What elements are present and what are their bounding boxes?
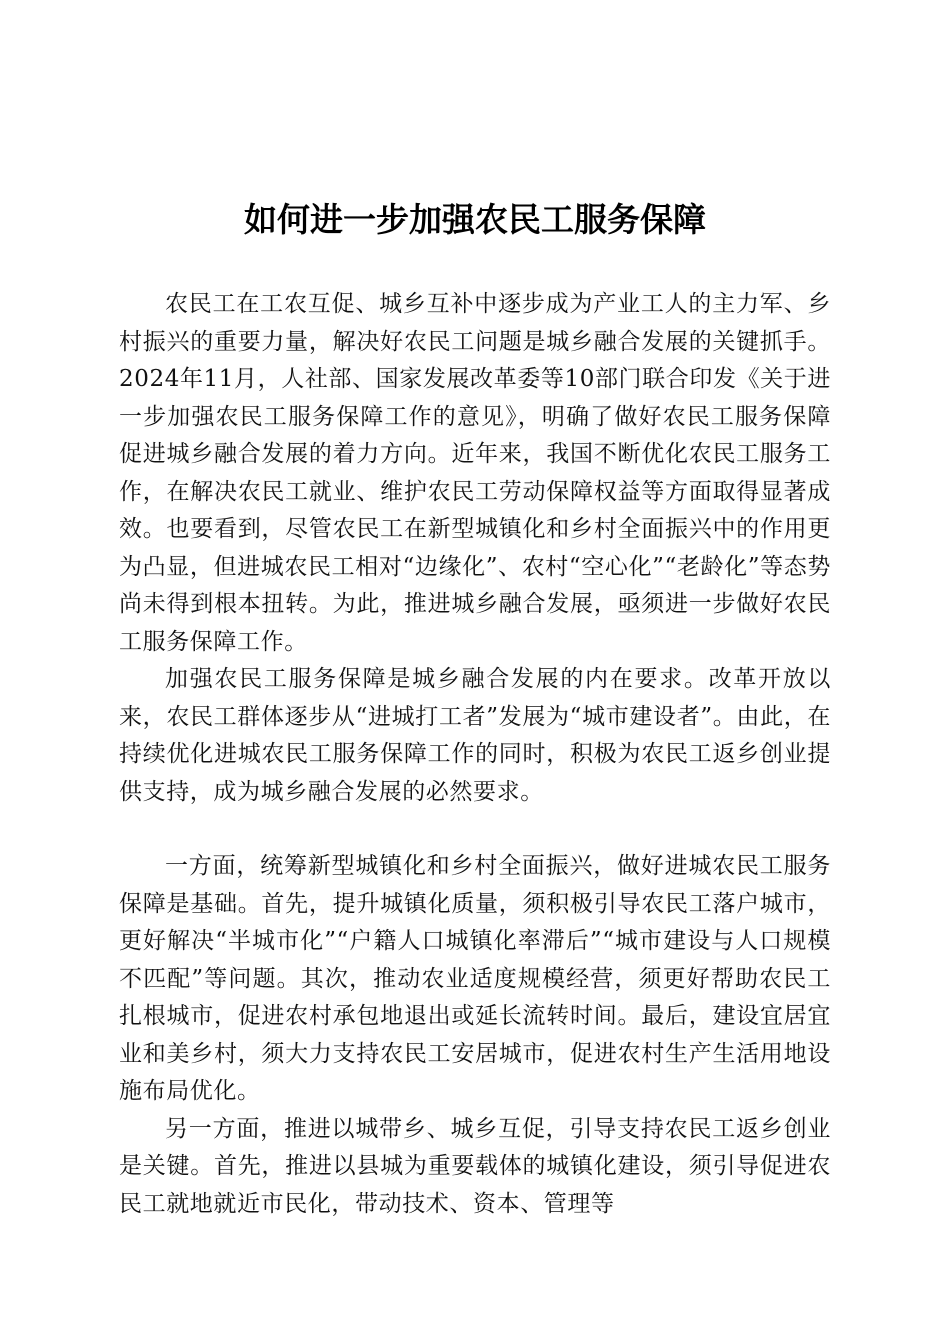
- paragraph-urbanization: 一方面，统筹新型城镇化和乡村全面振兴，做好进城农民工服务保障是基础。首先，提升城镇化质量，须积极引导农民工落户城市，更好解决“半城市化”“户籍人口城镇化率滞后”“城市建设与人口规模不匹配”等问题。其次，推动农业适度规模经营，须更好帮助农民工扎根城市，促进农村承包地退出或延长流转时间。最后，建设宜居宜业和美乡村，须大力支持农民工安居城市，促进农村生产生活用地设施布局优化。: [119, 853, 831, 1104]
- document-title: 如何进一步加强农民工服务保障: [244, 200, 706, 239]
- paragraph-intro: 农民工在工农互促、城乡互补中逐步成为产业工人的主力军、乡村振兴的重要力量，解决好农民工问题是城乡融合发展的关键抓手。2024年11月，人社部、国家发展改革委等10部门联合印发《关于进一步加强农民工服务保障工作的意见》，明确了做好农民工服务保障促进城乡融合发展的着力方向。近年来，我国不断优化农民工服务工作，在解决农民工就业、维护农民工劳动保障权益等方面取得显著成效。也要看到，尽管农民工在新型城镇化和乡村全面振兴中的作用更为凸显，但进城农民工相对“边缘化”、农村“空心化”“老龄化”等态势尚未得到根本扭转。为此，推进城乡融合发展，亟须进一步做好农民工服务保障工作。: [119, 291, 831, 655]
- paragraph-return-entrepreneurship: 另一方面，推进以城带乡、城乡互促，引导支持农民工返乡创业是关键。首先，推进以县城为重要载体的城镇化建设，须引导促进农民工就地就近市民化，带动技术、资本、管理等: [119, 1115, 831, 1217]
- paragraph-requirement: 加强农民工服务保障是城乡融合发展的内在要求。改革开放以来，农民工群体逐步从“进城打工者”发展为“城市建设者”。由此，在持续优化进城农民工服务保障工作的同时，积极为农民工返乡创业提供支持，成为城乡融合发展的必然要求。: [119, 666, 831, 805]
- document-body: [119, 286, 831, 1223]
